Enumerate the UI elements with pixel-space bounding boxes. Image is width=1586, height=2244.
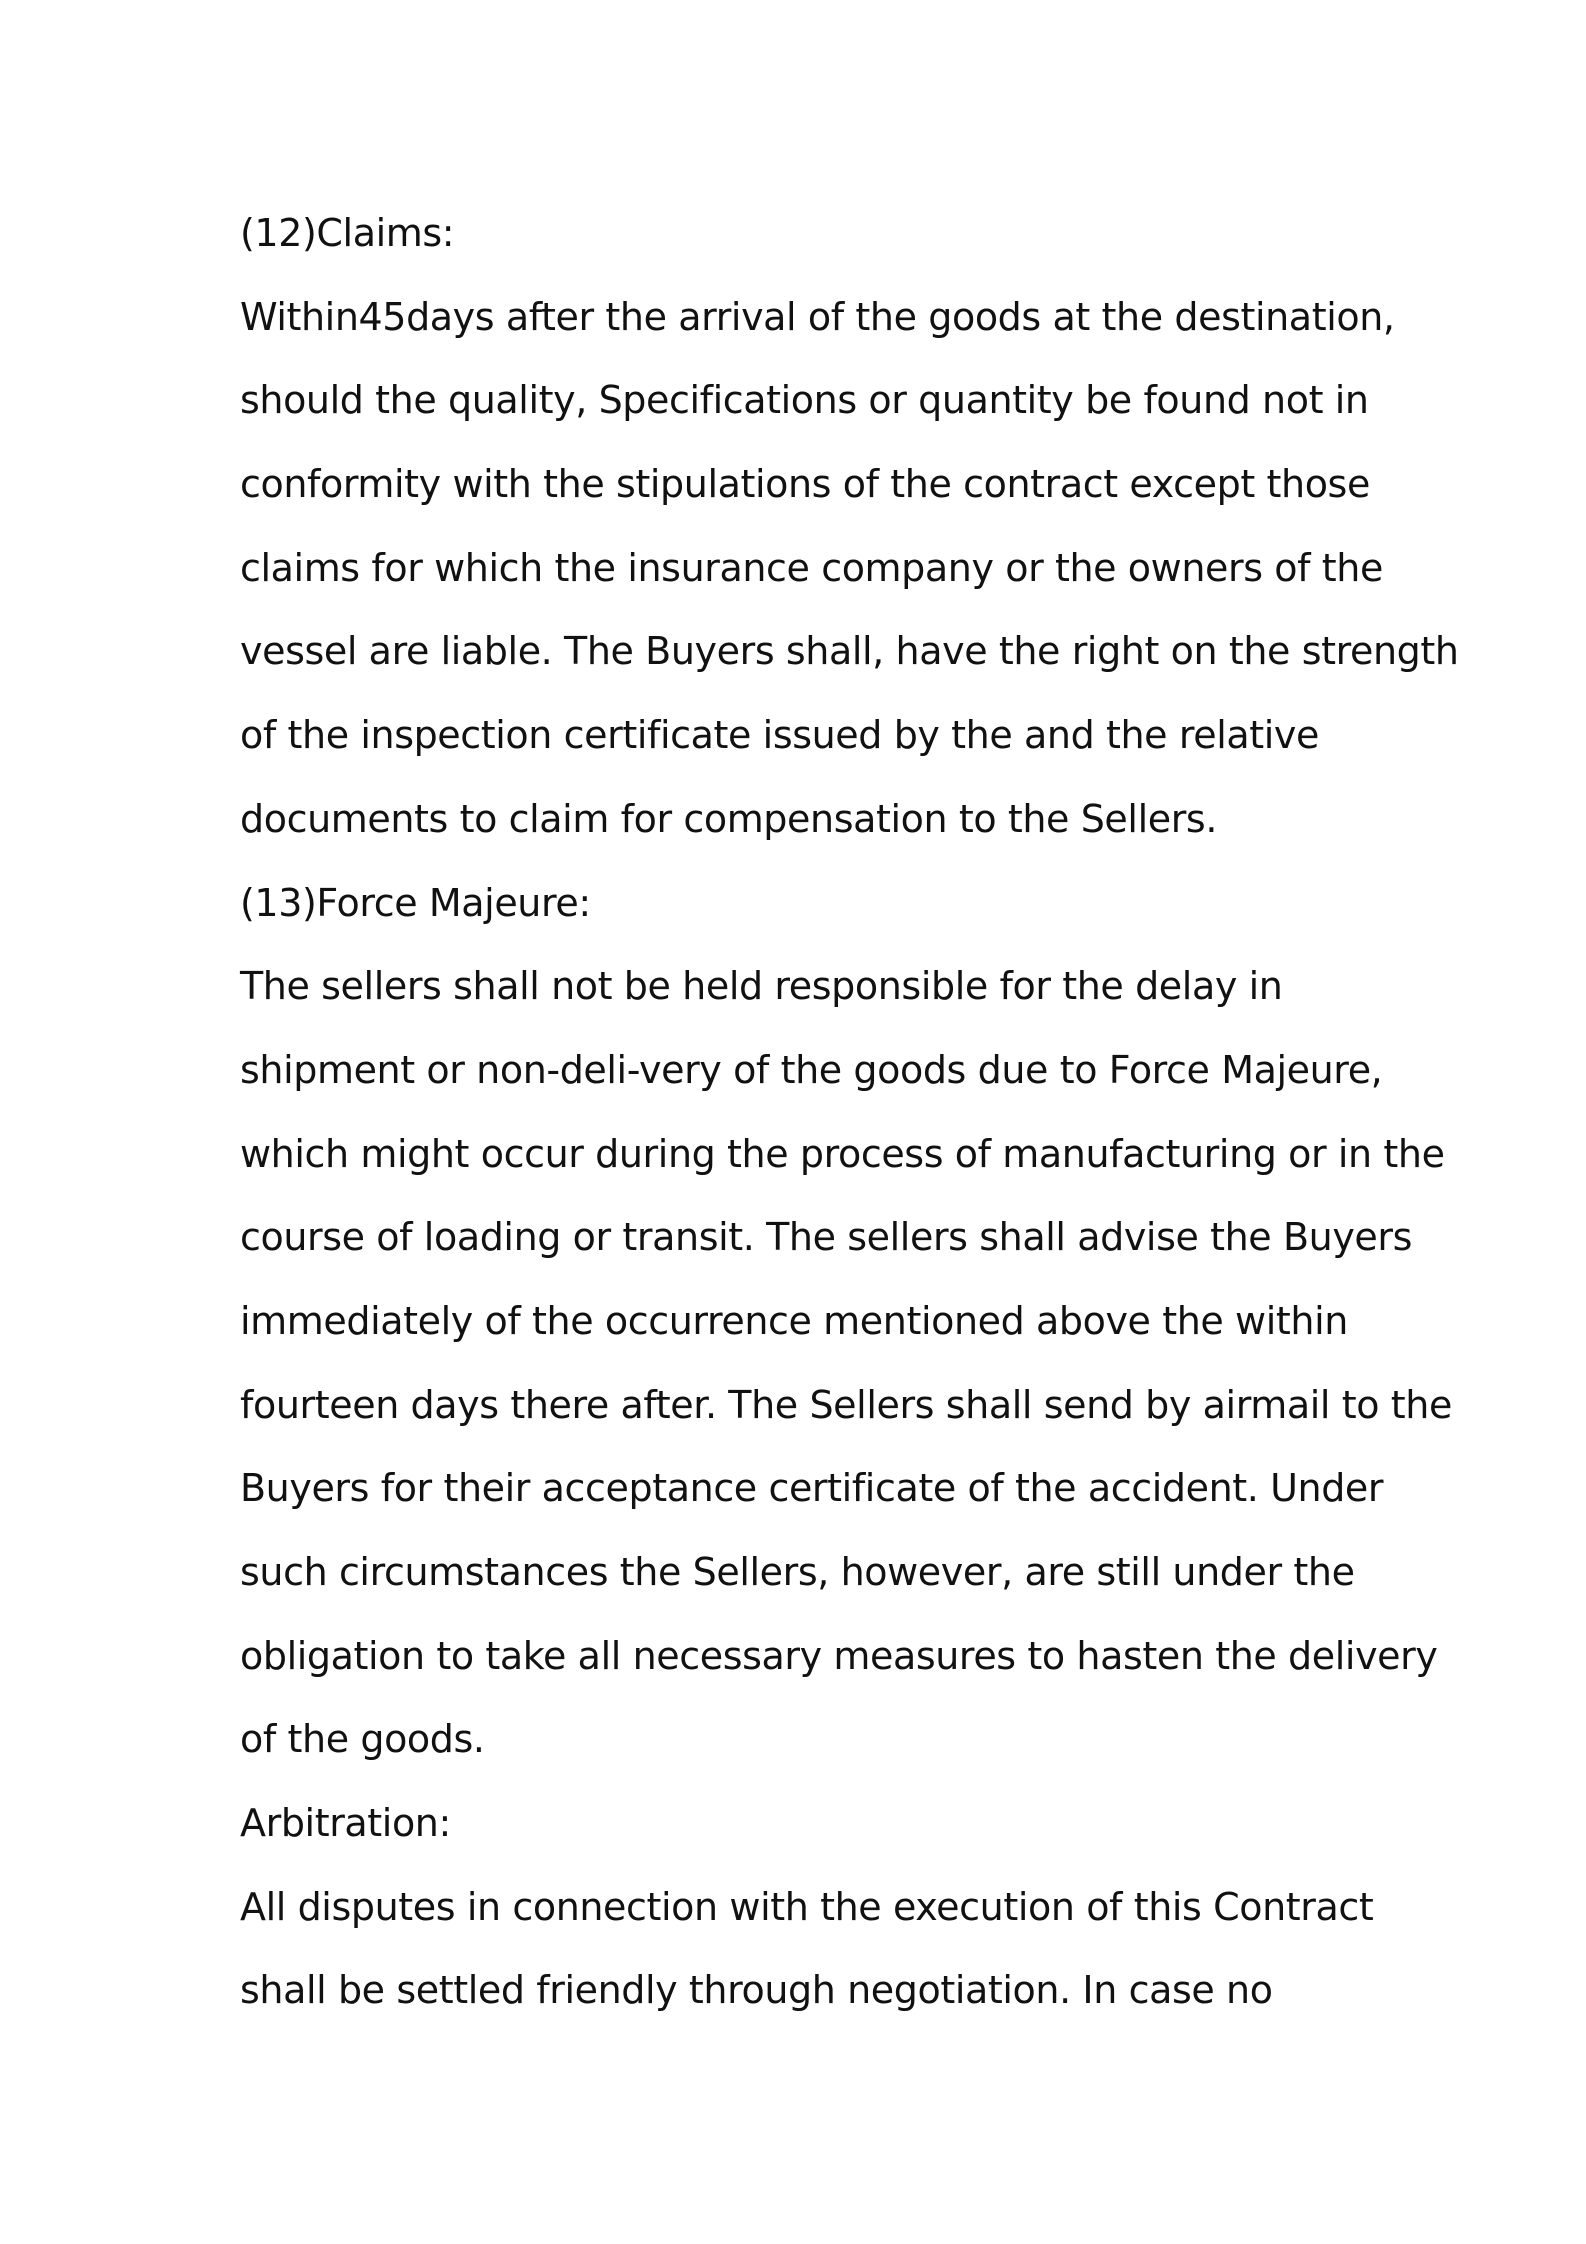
text-line: The sellers shall not be held responsible for the delay in bbox=[240, 964, 1283, 1009]
text-line: documents to claim for compensation to the Sellers. bbox=[240, 796, 1218, 841]
text-line: vessel are liable. The Buyers shall, have the right on the strength bbox=[240, 629, 1459, 674]
text-line: Buyers for their acceptance certificate of the accident. Under bbox=[240, 1466, 1384, 1511]
text-line: of the goods. bbox=[240, 1717, 485, 1762]
text-line: of the inspection certificate issued by the and the relative bbox=[240, 713, 1319, 758]
text-line: All disputes in connection with the execution of this Contract bbox=[240, 1884, 1374, 1929]
section-force-majeure bbox=[240, 868, 1452, 1789]
section-claims bbox=[240, 198, 1459, 868]
text-line: shall be settled friendly through negotiation. In case no bbox=[240, 1968, 1273, 2013]
text-line: Within45days after the arrival of the goods at the destination, bbox=[240, 294, 1395, 339]
text-line: claims for which the insurance company or the owners of the bbox=[240, 545, 1383, 590]
text-line: such circumstances the Sellers, however, are still under the bbox=[240, 1550, 1355, 1594]
section-heading-claims: (12)Claims: bbox=[240, 211, 455, 255]
section-arbitration bbox=[240, 1788, 1374, 2039]
section-heading-force-majeure: (13)Force Majeure: bbox=[240, 880, 591, 925]
section-heading-arbitration: Arbitration: bbox=[240, 1801, 451, 1846]
text-line: fourteen days there after. The Sellers shall send by airmail to the bbox=[240, 1382, 1452, 1427]
text-line: conformity with the stipulations of the contract except those bbox=[240, 462, 1370, 507]
text-line: which might occur during the process of manufacturing or in the bbox=[240, 1131, 1445, 1176]
document-body bbox=[240, 198, 1459, 2039]
text-line: immediately of the occurrence mentioned above the within bbox=[240, 1298, 1348, 1343]
text-line: should the quality, Specifications or quantity be found not in bbox=[240, 378, 1369, 423]
text-line: course of loading or transit. The sellers shall advise the Buyers bbox=[240, 1215, 1413, 1260]
text-line: shipment or non-deli-very of the goods due to Force Majeure, bbox=[240, 1047, 1383, 1092]
text-line: obligation to take all necessary measures to hasten the delivery bbox=[240, 1633, 1438, 1678]
